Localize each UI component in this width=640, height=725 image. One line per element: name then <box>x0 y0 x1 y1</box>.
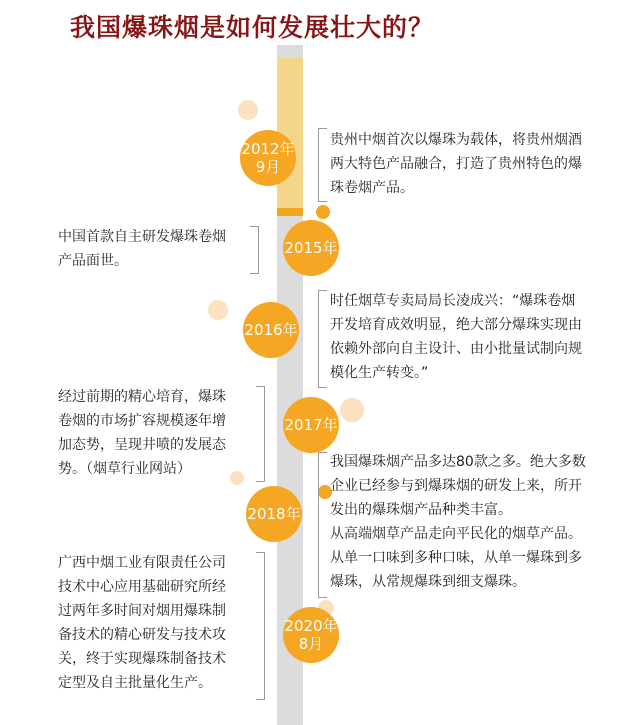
milestone-2018 <box>246 486 302 542</box>
milestone-year: 2015年 <box>284 239 338 257</box>
text-bracket <box>250 226 259 274</box>
milestone-2017 <box>283 397 339 453</box>
decor-dot <box>208 300 228 320</box>
text-line: 技术中心应用基础研究所经 <box>58 579 226 595</box>
decor-dot <box>340 398 364 422</box>
milestone-text-2017 <box>58 385 226 481</box>
milestone-2020 <box>283 607 339 663</box>
text-line: 时任烟草专卖局局长凌成兴：“爆珠卷烟 <box>330 293 576 309</box>
text-line: 从单一口味到多种口味，从单一爆珠到多 <box>330 550 582 566</box>
text-line: 中国首款自主研发爆珠卷烟 <box>58 229 226 245</box>
milestone-year: 2017年 <box>284 416 338 434</box>
text-line: 贵州中烟首次以爆珠为载体，将贵州烟酒 <box>330 132 582 148</box>
milestone-text-2018 <box>330 450 586 594</box>
text-line: 过两年多时间对烟用爆珠制 <box>58 603 226 619</box>
milestone-2015 <box>283 220 339 276</box>
timeline-spine-marker <box>277 208 303 216</box>
text-line: 企业已经参与到爆珠烟的研发上来，所开 <box>330 478 582 494</box>
milestone-month: 8月 <box>298 635 324 653</box>
page-title: 我国爆珠烟是如何发展壮大的？ <box>70 13 435 42</box>
milestone-month: 9月 <box>255 158 281 176</box>
text-line: 模化生产转变。” <box>330 365 429 381</box>
text-line: 开发培育成效明显，绝大部分爆珠实现由 <box>330 317 582 333</box>
milestone-2016 <box>243 302 299 358</box>
text-line: 定型及自主批量化生产。 <box>58 675 212 691</box>
text-line: 发出的爆珠烟产品种类丰富。 <box>330 502 512 518</box>
text-line: 依赖外部向自主设计、由小批量试制向规 <box>330 341 582 357</box>
decor-dot <box>238 100 258 120</box>
milestone-year: 2012年 <box>241 140 295 158</box>
milestone-2012 <box>240 130 296 186</box>
text-line: 珠卷烟产品。 <box>330 180 414 196</box>
decor-dot <box>316 205 330 219</box>
milestone-year: 2018年 <box>247 505 301 523</box>
text-bracket <box>318 290 327 388</box>
milestone-text-2016 <box>330 289 582 385</box>
decor-dot <box>230 471 244 485</box>
text-line: 关，终于实现爆珠制备技术 <box>58 651 226 667</box>
text-line: 卷烟的市场扩容规模逐年增 <box>58 413 226 429</box>
text-bracket <box>318 128 327 202</box>
text-bracket <box>256 386 265 482</box>
milestone-year: 2020年 <box>284 617 338 635</box>
text-line: 我国爆珠烟产品多达80款之多。绝大多数 <box>330 454 586 470</box>
text-bracket <box>318 452 327 598</box>
text-line: 经过前期的精心培育，爆珠 <box>58 389 226 405</box>
milestone-text-2020 <box>58 551 226 695</box>
milestone-year: 2016年 <box>244 321 298 339</box>
text-line: 两大特色产品融合，打造了贵州特色的爆 <box>330 156 582 172</box>
text-line: 广西中烟工业有限责任公司 <box>58 555 226 571</box>
text-line: 爆珠，从常规爆珠到细支爆珠。 <box>330 574 526 590</box>
milestone-text-2015 <box>58 225 226 273</box>
text-bracket <box>256 552 265 700</box>
text-line: 备技术的精心研发与技术攻 <box>58 627 226 643</box>
text-line: 产品面世。 <box>58 253 128 269</box>
text-line: 势。（烟草行业网站） <box>58 461 191 477</box>
milestone-text-2012 <box>330 128 582 200</box>
text-line: 从高端烟草产品走向平民化的烟草产品。 <box>330 526 582 542</box>
text-line: 加态势，呈现井喷的发展态 <box>58 437 226 453</box>
